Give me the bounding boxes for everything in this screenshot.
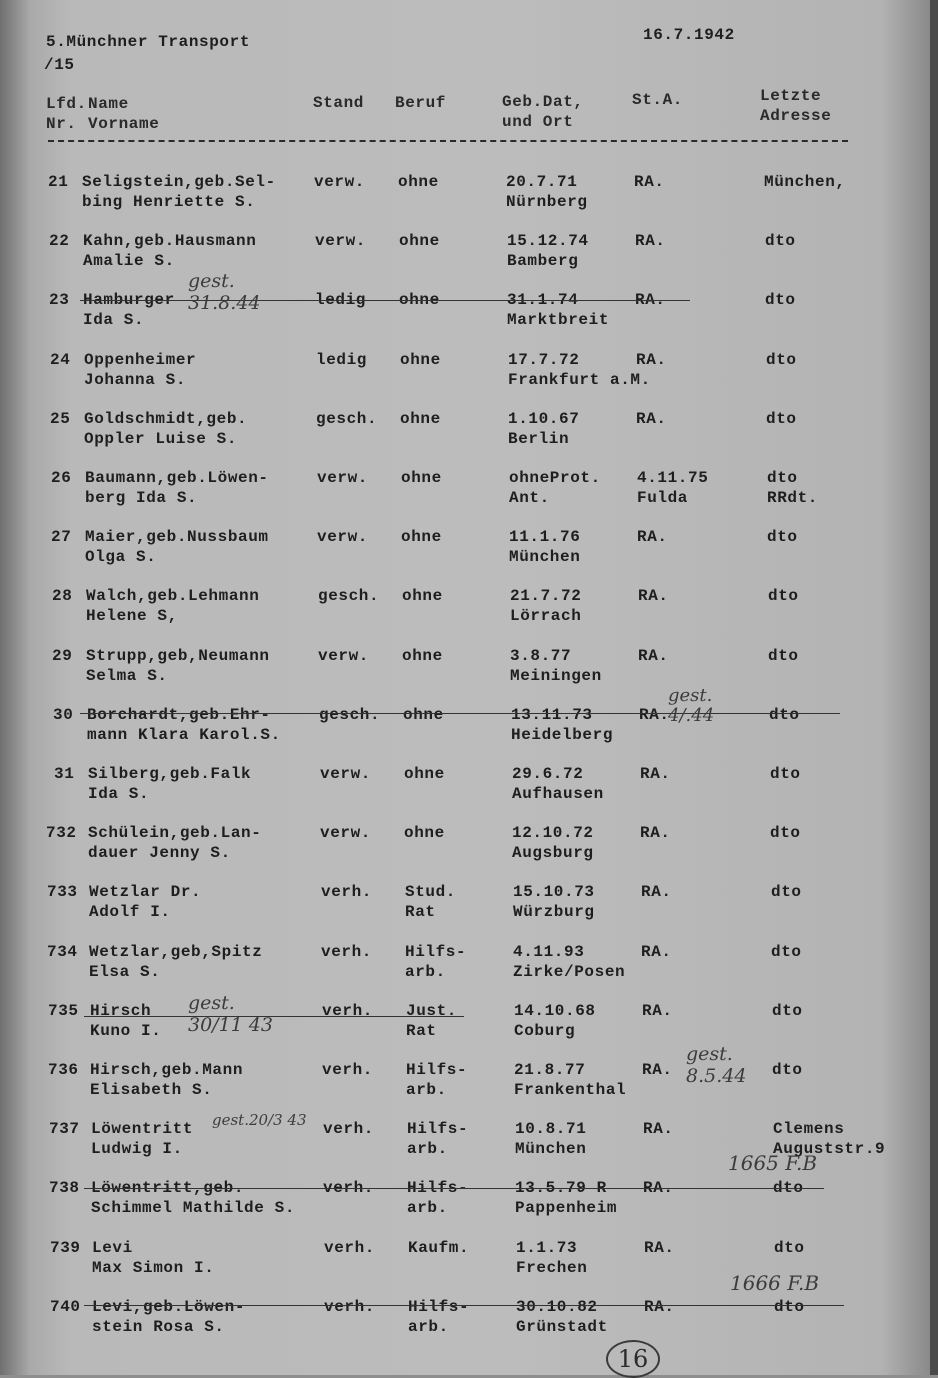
row-beruf: ohne	[404, 765, 445, 783]
row-citizenship: RA.	[641, 943, 672, 961]
row-number: 29	[52, 647, 73, 665]
note-gest-35: gest. 30/11 43	[188, 992, 273, 1036]
row-birth: 13.11.73 Heidelberg	[511, 706, 614, 744]
row-beruf: ohne	[400, 351, 441, 369]
row-address: dto	[773, 1179, 804, 1197]
row-stand: verw.	[317, 528, 369, 546]
strike-line-40	[84, 1305, 844, 1306]
row-birth: 21.7.72 Lörrach	[510, 587, 582, 625]
row-beruf: ohne	[402, 647, 443, 665]
row-address: Clemens Auguststr.9	[773, 1120, 886, 1158]
transport-title: 5.Münchner Transport	[46, 33, 251, 51]
row-birth: 3.8.77 Meiningen	[510, 647, 602, 685]
row-name: Walch,geb.Lehmann Helene S,	[86, 587, 260, 625]
row-address: dto	[770, 765, 801, 783]
col-header-geb: Geb.Dat, und Ort	[502, 93, 584, 131]
row-birth: 29.6.72 Aufhausen	[512, 765, 604, 803]
row-name: Goldschmidt,geb. Oppler Luise S.	[84, 410, 248, 448]
note-gest-37: gest.20/3 43	[212, 1111, 307, 1129]
row-name: Oppenheimer Johanna S.	[84, 351, 197, 389]
row-birth: 31.1.74 Marktbreit	[507, 291, 610, 329]
row-stand: verh.	[321, 943, 373, 961]
row-birth: 30.10.82 Grünstadt	[516, 1298, 608, 1336]
row-citizenship: RA.	[642, 1061, 673, 1079]
row-number: 24	[50, 351, 71, 369]
row-citizenship: RA.	[637, 528, 668, 546]
row-beruf: Hilfs- arb.	[406, 1061, 468, 1099]
col-header-sta: St.A.	[632, 91, 684, 109]
row-name: Schülein,geb.Lan- dauer Jenny S.	[88, 824, 262, 862]
row-stand: verw.	[320, 824, 372, 842]
row-stand: verh.	[323, 1120, 375, 1138]
row-number: 733	[47, 883, 78, 901]
row-beruf: Hilfs- arb.	[408, 1298, 470, 1336]
row-citizenship: RA.	[644, 1239, 675, 1257]
note-fb-1665: 1665 F.B	[728, 1151, 818, 1175]
strike-line-23	[80, 300, 690, 301]
row-birth: 20.7.71 Nürnberg	[506, 173, 588, 211]
strike-line-38	[84, 1188, 824, 1189]
row-name: Wetzlar Dr. Adolf I.	[89, 883, 202, 921]
row-name: Maier,geb.Nussbaum Olga S.	[85, 528, 269, 566]
row-birth: 21.8.77 Frankenthal	[514, 1061, 627, 1099]
row-citizenship: RA.	[634, 173, 665, 191]
row-citizenship: RA.	[638, 647, 669, 665]
strike-line-35	[84, 1016, 464, 1017]
row-stand: gesch.	[319, 706, 381, 724]
row-beruf: ohne	[401, 528, 442, 546]
row-number: 21	[48, 173, 69, 191]
header-divider	[48, 140, 848, 142]
col-header-name: Name Vorname	[88, 95, 160, 133]
row-number: 22	[49, 232, 70, 250]
row-address: dto	[768, 647, 799, 665]
row-citizenship: RA.	[642, 1002, 673, 1020]
row-number: 737	[49, 1120, 80, 1138]
row-address: dto	[769, 706, 800, 724]
col-header-lfd: Lfd. Nr.	[46, 95, 87, 133]
row-number: 25	[50, 410, 71, 428]
row-number: 732	[46, 824, 77, 842]
row-number: 23	[49, 291, 70, 309]
row-address: dto	[772, 1061, 803, 1079]
row-stand: verh.	[322, 1002, 374, 1020]
row-address: dto	[774, 1298, 805, 1316]
row-beruf: Kaufm.	[408, 1239, 470, 1257]
row-address: dto	[768, 587, 799, 605]
note-fb-1666: 1666 F.B	[730, 1271, 820, 1295]
row-name: Silberg,geb.Falk Ida S.	[88, 765, 252, 803]
row-name: Wetzlar,geb,Spitz Elsa S.	[89, 943, 263, 981]
col-header-beruf: Beruf	[395, 94, 447, 112]
row-address: dto	[771, 883, 802, 901]
row-beruf: ohne	[398, 173, 439, 191]
row-number: 31	[54, 765, 75, 783]
row-beruf: ohne	[401, 469, 442, 487]
row-birth: ohneProt. Ant.	[509, 469, 601, 507]
row-address: dto RRdt.	[767, 469, 819, 507]
row-number: 30	[53, 706, 74, 724]
row-citizenship: RA.	[638, 587, 669, 605]
row-number: 27	[51, 528, 72, 546]
page-number-stamp: 16	[606, 1340, 660, 1378]
row-beruf: Hilfs- arb.	[407, 1120, 469, 1158]
row-name: Hirsch Kuno I.	[90, 1002, 162, 1040]
row-address: dto	[765, 291, 796, 309]
row-citizenship: RA.	[643, 1179, 674, 1197]
row-birth: 15.12.74 Bamberg	[507, 232, 589, 270]
row-citizenship: RA.	[641, 883, 672, 901]
row-stand: gesch.	[318, 587, 380, 605]
row-citizenship: RA.	[643, 1120, 674, 1138]
page-edge	[930, 0, 938, 1375]
reference-number: /15	[44, 56, 75, 74]
row-birth: 15.10.73 Würzburg	[513, 883, 595, 921]
row-citizenship: RA.	[635, 291, 666, 309]
row-birth: 4.11.93 Zirke/Posen	[513, 943, 626, 981]
row-address: dto	[767, 528, 798, 546]
row-birth: 11.1.76 München	[509, 528, 581, 566]
row-beruf: ohne	[404, 824, 445, 842]
row-address: dto	[770, 824, 801, 842]
row-beruf: ohne	[400, 410, 441, 428]
row-name: Hirsch,geb.Mann Elisabeth S.	[90, 1061, 244, 1099]
note-gest-36: gest. 8.5.44	[686, 1043, 747, 1087]
row-name: Levi Max Simon I.	[92, 1239, 215, 1277]
row-address: dto	[771, 943, 802, 961]
row-beruf: Just. Rat	[406, 1002, 458, 1040]
row-number: 736	[48, 1061, 79, 1079]
row-address: dto	[774, 1239, 805, 1257]
row-stand: ledig	[316, 351, 368, 369]
row-stand: verh.	[323, 1179, 375, 1197]
row-birth: 1.1.73 Frechen	[516, 1239, 588, 1277]
row-number: 738	[49, 1179, 80, 1197]
col-header-stand: Stand	[313, 94, 365, 112]
row-birth: 17.7.72 Frankfurt a.M.	[508, 351, 651, 389]
row-number: 739	[50, 1239, 81, 1257]
row-beruf: ohne	[402, 587, 443, 605]
row-beruf: ohne	[403, 706, 444, 724]
row-stand: verw.	[317, 469, 369, 487]
row-citizenship: RA.	[636, 351, 667, 369]
row-number: 740	[50, 1298, 81, 1316]
note-gest-30: gest. 4/.44	[668, 685, 715, 726]
row-name: Kahn,geb.Hausmann Amalie S.	[83, 232, 257, 270]
row-citizenship: RA.	[644, 1298, 675, 1316]
row-stand: verw.	[314, 173, 366, 191]
row-name: Löwentritt Ludwig I.	[91, 1120, 194, 1158]
row-birth: 10.8.71 München	[515, 1120, 587, 1158]
row-citizenship: RA.	[636, 410, 667, 428]
row-beruf: Hilfs- arb.	[407, 1179, 469, 1217]
row-number: 26	[51, 469, 72, 487]
row-citizenship: RA.	[640, 765, 671, 783]
row-stand: gesch.	[316, 410, 378, 428]
row-citizenship: RA.	[635, 232, 666, 250]
row-citizenship: RA.	[640, 824, 671, 842]
row-name: Löwentritt,geb. Schimmel Mathilde S.	[91, 1179, 296, 1217]
row-number: 735	[48, 1002, 79, 1020]
row-stand: ledig	[315, 291, 367, 309]
row-stand: verh.	[324, 1298, 376, 1316]
row-birth: 1.10.67 Berlin	[508, 410, 580, 448]
row-number: 734	[47, 943, 78, 961]
row-address: München,	[764, 173, 846, 191]
row-address: dto	[766, 410, 797, 428]
row-name: Seligstein,geb.Sel- bing Henriette S.	[82, 173, 276, 211]
row-birth: 13.5.79 R Pappenheim	[515, 1179, 618, 1217]
row-birth: 12.10.72 Augsburg	[512, 824, 594, 862]
row-name: Levi,geb.Löwen- stein Rosa S.	[92, 1298, 246, 1336]
row-address: dto	[765, 232, 796, 250]
row-citizenship: 4.11.75 Fulda	[637, 469, 709, 507]
note-gest-23: gest. 31.8.44	[188, 270, 261, 314]
row-name: Borchardt,geb.Ehr- mann Klara Karol.S.	[87, 706, 281, 744]
row-name: Baumann,geb.Löwen- berg Ida S.	[85, 469, 269, 507]
transport-date: 16.7.1942	[643, 26, 735, 44]
row-address: dto	[766, 351, 797, 369]
row-citizenship: RA.	[639, 706, 670, 724]
row-number: 28	[52, 587, 73, 605]
row-beruf: ohne	[399, 291, 440, 309]
col-header-adresse: Letzte Adresse	[760, 87, 832, 125]
row-stand: verw.	[320, 765, 372, 783]
row-birth: 14.10.68 Coburg	[514, 1002, 596, 1040]
row-stand: verh.	[322, 1061, 374, 1079]
row-beruf: ohne	[399, 232, 440, 250]
row-stand: verw.	[315, 232, 367, 250]
row-beruf: Stud. Rat	[405, 883, 457, 921]
row-beruf: Hilfs- arb.	[405, 943, 467, 981]
row-address: dto	[772, 1002, 803, 1020]
row-stand: verw.	[318, 647, 370, 665]
row-stand: verh.	[321, 883, 373, 901]
strike-line-30	[80, 713, 840, 714]
row-stand: verh.	[324, 1239, 376, 1257]
row-name: Hamburger Ida S.	[83, 291, 175, 329]
row-name: Strupp,geb,Neumann Selma S.	[86, 647, 270, 685]
